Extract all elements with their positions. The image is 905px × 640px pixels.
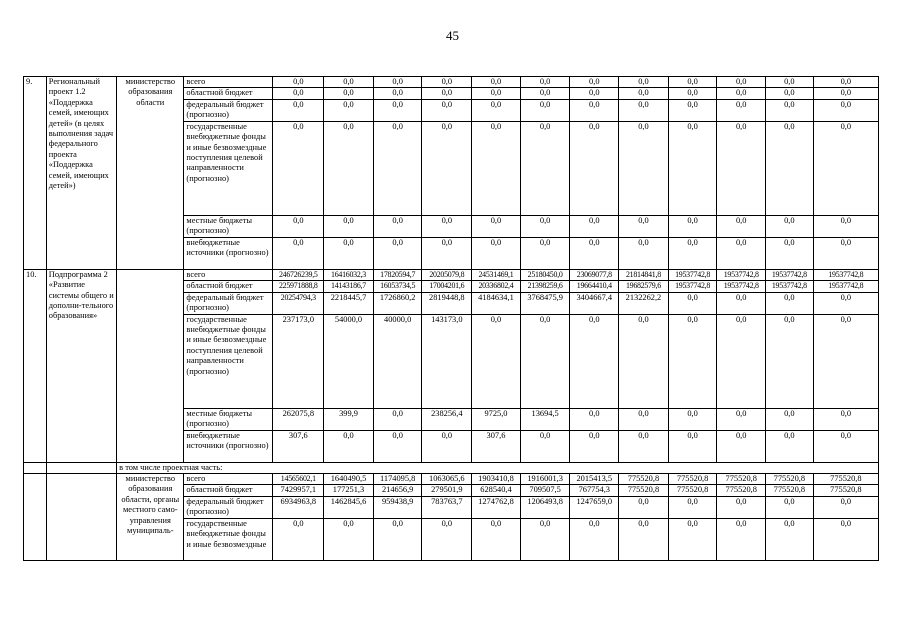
value-cell: 40000,0 — [373, 314, 422, 408]
value-cell: 775520,8 — [813, 474, 878, 485]
value-cell: 1174095,8 — [373, 474, 422, 485]
value-cell: 307,6 — [472, 430, 521, 462]
value-cell: 0,0 — [668, 215, 717, 237]
value-cell: 0,0 — [520, 237, 570, 269]
value-cell: 0,0 — [520, 77, 570, 88]
value-cell: 214656,9 — [373, 485, 422, 496]
value-cell: 775520,8 — [717, 474, 766, 485]
value-cell: 399,9 — [324, 408, 374, 430]
value-cell: 0,0 — [813, 77, 878, 88]
page-number: 45 — [446, 28, 459, 43]
value-cell: 0,0 — [324, 99, 374, 121]
value-cell: 1640490,5 — [324, 474, 374, 485]
value-cell: 0,0 — [373, 237, 422, 269]
value-cell: 0,0 — [813, 314, 878, 408]
value-cell: 1063065,6 — [422, 474, 472, 485]
value-cell: 225971888,8 — [273, 281, 324, 292]
value-cell: 0,0 — [570, 314, 619, 408]
value-cell: 1903410,8 — [472, 474, 521, 485]
value-cell: 0,0 — [766, 496, 814, 518]
value-cell: 7429957,1 — [273, 485, 324, 496]
value-cell: 13694,5 — [520, 408, 570, 430]
row-number-cell: 10. — [24, 269, 47, 462]
program-title-cell: Региональный проект 1.2 «Поддержка семей, имеющих детей» (в целях выполнения задач федерального проекта «Поддержка семей, имеющих детей») — [46, 77, 116, 270]
value-cell: 0,0 — [273, 121, 324, 215]
value-cell: 0,0 — [766, 430, 814, 462]
value-cell: 3768475,9 — [520, 292, 570, 314]
value-cell: 14143186,7 — [324, 281, 374, 292]
value-cell: 0,0 — [570, 408, 619, 430]
value-cell: 767754,3 — [570, 485, 619, 496]
value-cell: 0,0 — [520, 215, 570, 237]
funding-source-cell: внебюджетные источники (прогнозно) — [184, 430, 273, 462]
table-row — [24, 269, 879, 280]
value-cell: 0,0 — [717, 314, 766, 408]
value-cell: 0,0 — [373, 121, 422, 215]
value-cell: 0,0 — [472, 88, 521, 99]
table-body — [24, 77, 879, 561]
value-cell: 0,0 — [619, 99, 669, 121]
value-cell: 0,0 — [273, 215, 324, 237]
value-cell: 0,0 — [422, 121, 472, 215]
value-cell: 0,0 — [668, 99, 717, 121]
funding-source-cell: областной бюджет — [184, 281, 273, 292]
value-cell: 19537742,8 — [766, 269, 814, 280]
responsible-cell: министерство образования области, органы местного само-управления муниципаль- — [117, 474, 184, 561]
value-cell: 0,0 — [422, 77, 472, 88]
value-cell: 17004201,6 — [422, 281, 472, 292]
responsible-cell — [117, 269, 184, 462]
responsible-cell: министерство образования области — [117, 77, 184, 270]
value-cell: 6934963,8 — [273, 496, 324, 518]
value-cell: 0,0 — [619, 518, 669, 560]
funding-source-cell: внебюджетные источники (прогнозно) — [184, 237, 273, 269]
value-cell: 54000,0 — [324, 314, 374, 408]
value-cell: 0,0 — [570, 430, 619, 462]
funding-source-cell: федеральный бюджет (прогнозно) — [184, 99, 273, 121]
value-cell: 0,0 — [520, 430, 570, 462]
value-cell: 0,0 — [373, 99, 422, 121]
value-cell: 0,0 — [570, 88, 619, 99]
value-cell: 19537742,8 — [668, 269, 717, 280]
program-title-cell — [46, 474, 116, 561]
value-cell: 0,0 — [273, 518, 324, 560]
value-cell: 0,0 — [813, 292, 878, 314]
funding-source-cell: государственные внебюджетные фонды и иные безвозмездные поступления целевой направленности (прогнозно) — [184, 314, 273, 408]
value-cell: 0,0 — [813, 121, 878, 215]
value-cell: 9725,0 — [472, 408, 521, 430]
value-cell: 0,0 — [373, 88, 422, 99]
value-cell: 0,0 — [324, 518, 374, 560]
value-cell: 0,0 — [373, 518, 422, 560]
value-cell: 0,0 — [717, 215, 766, 237]
value-cell: 2218445,7 — [324, 292, 374, 314]
value-cell: 0,0 — [520, 518, 570, 560]
value-cell: 19537742,8 — [717, 269, 766, 280]
value-cell: 0,0 — [619, 314, 669, 408]
table-row — [24, 474, 879, 485]
value-cell: 0,0 — [717, 99, 766, 121]
value-cell: 0,0 — [813, 408, 878, 430]
value-cell: 0,0 — [766, 121, 814, 215]
value-cell: 19537742,8 — [813, 281, 878, 292]
value-cell: 0,0 — [472, 314, 521, 408]
value-cell: 20254794,3 — [273, 292, 324, 314]
value-cell: 0,0 — [619, 237, 669, 269]
value-cell: 0,0 — [668, 292, 717, 314]
value-cell: 3404667,4 — [570, 292, 619, 314]
value-cell: 0,0 — [619, 121, 669, 215]
value-cell: 0,0 — [668, 314, 717, 408]
value-cell: 775520,8 — [668, 485, 717, 496]
value-cell: 0,0 — [619, 77, 669, 88]
value-cell: 775520,8 — [766, 474, 814, 485]
value-cell: 0,0 — [717, 292, 766, 314]
value-cell: 0,0 — [668, 408, 717, 430]
value-cell: 0,0 — [422, 88, 472, 99]
funding-source-cell: областной бюджет — [184, 88, 273, 99]
value-cell: 0,0 — [324, 88, 374, 99]
value-cell: 0,0 — [570, 121, 619, 215]
value-cell: 0,0 — [717, 77, 766, 88]
value-cell: 19537742,8 — [717, 281, 766, 292]
row-number-cell — [24, 474, 47, 561]
value-cell: 0,0 — [619, 496, 669, 518]
value-cell: 0,0 — [472, 99, 521, 121]
funding-source-cell: всего — [184, 474, 273, 485]
value-cell: 0,0 — [472, 121, 521, 215]
value-cell: 307,6 — [273, 430, 324, 462]
value-cell: 775520,8 — [717, 485, 766, 496]
value-cell: 0,0 — [717, 121, 766, 215]
value-cell: 775520,8 — [619, 474, 669, 485]
value-cell: 2819448,8 — [422, 292, 472, 314]
value-cell: 0,0 — [619, 215, 669, 237]
value-cell: 2015413,5 — [570, 474, 619, 485]
value-cell: 0,0 — [668, 237, 717, 269]
value-cell: 279501,9 — [422, 485, 472, 496]
value-cell: 19537742,8 — [766, 281, 814, 292]
value-cell: 2132262,2 — [619, 292, 669, 314]
value-cell: 0,0 — [766, 518, 814, 560]
funding-source-cell: всего — [184, 269, 273, 280]
value-cell: 19537742,8 — [813, 269, 878, 280]
value-cell: 21814841,8 — [619, 269, 669, 280]
value-cell: 21398259,6 — [520, 281, 570, 292]
table-row — [24, 462, 879, 473]
value-cell: 0,0 — [813, 430, 878, 462]
value-cell: 0,0 — [766, 237, 814, 269]
value-cell: 0,0 — [570, 237, 619, 269]
value-cell: 775520,8 — [766, 485, 814, 496]
value-cell: 24531469,1 — [472, 269, 521, 280]
value-cell: 775520,8 — [619, 485, 669, 496]
value-cell: 0,0 — [668, 88, 717, 99]
value-cell: 0,0 — [472, 215, 521, 237]
value-cell: 0,0 — [766, 88, 814, 99]
value-cell: 0,0 — [668, 77, 717, 88]
value-cell: 0,0 — [273, 88, 324, 99]
value-cell: 0,0 — [668, 518, 717, 560]
value-cell: 0,0 — [324, 237, 374, 269]
value-cell: 959438,9 — [373, 496, 422, 518]
value-cell: 0,0 — [668, 430, 717, 462]
value-cell: 17820594,7 — [373, 269, 422, 280]
value-cell: 0,0 — [619, 430, 669, 462]
value-cell: 709507,5 — [520, 485, 570, 496]
value-cell: 0,0 — [813, 99, 878, 121]
value-cell: 0,0 — [619, 88, 669, 99]
row-number-cell: 9. — [24, 77, 47, 270]
value-cell: 0,0 — [813, 237, 878, 269]
value-cell: 0,0 — [717, 430, 766, 462]
table-row — [24, 77, 879, 88]
value-cell: 1726860,2 — [373, 292, 422, 314]
value-cell: 0,0 — [324, 215, 374, 237]
value-cell: 19537742,8 — [668, 281, 717, 292]
value-cell: 1247659,0 — [570, 496, 619, 518]
value-cell: 0,0 — [813, 496, 878, 518]
value-cell: 0,0 — [273, 99, 324, 121]
value-cell: 0,0 — [422, 237, 472, 269]
value-cell: 0,0 — [766, 77, 814, 88]
value-cell: 0,0 — [472, 77, 521, 88]
funding-source-cell: государственные внебюджетные фонды и иные безвозмездные поступления целевой направленности (прогнозно) — [184, 121, 273, 215]
value-cell: 0,0 — [813, 518, 878, 560]
value-cell: 143173,0 — [422, 314, 472, 408]
value-cell: 25180450,0 — [520, 269, 570, 280]
value-cell: 20205079,8 — [422, 269, 472, 280]
program-title-cell: Подпрограмма 2 «Развитие системы общего и дополни-тельного образования» — [46, 269, 116, 462]
funding-source-cell: областной бюджет — [184, 485, 273, 496]
value-cell: 246726239,5 — [273, 269, 324, 280]
value-cell: 1916001,3 — [520, 474, 570, 485]
value-cell: 0,0 — [717, 237, 766, 269]
value-cell: 0,0 — [570, 215, 619, 237]
value-cell: 19682579,6 — [619, 281, 669, 292]
value-cell: 0,0 — [668, 121, 717, 215]
value-cell: 0,0 — [324, 430, 374, 462]
value-cell: 0,0 — [813, 215, 878, 237]
value-cell: 0,0 — [472, 237, 521, 269]
value-cell: 262075,8 — [273, 408, 324, 430]
value-cell: 0,0 — [373, 77, 422, 88]
value-cell: 0,0 — [570, 518, 619, 560]
value-cell: 628540,4 — [472, 485, 521, 496]
value-cell: 1462845,6 — [324, 496, 374, 518]
value-cell: 19664410,4 — [570, 281, 619, 292]
value-cell: 0,0 — [570, 77, 619, 88]
value-cell: 237173,0 — [273, 314, 324, 408]
value-cell: 0,0 — [373, 430, 422, 462]
value-cell: 0,0 — [717, 496, 766, 518]
value-cell: 0,0 — [324, 77, 374, 88]
value-cell: 23069077,8 — [570, 269, 619, 280]
value-cell: 0,0 — [520, 121, 570, 215]
value-cell: 0,0 — [766, 292, 814, 314]
value-cell: 0,0 — [273, 77, 324, 88]
value-cell: 177251,3 — [324, 485, 374, 496]
value-cell: 0,0 — [520, 314, 570, 408]
funding-source-cell: государственные внебюджетные фонды и иные безвозмездные — [184, 518, 273, 560]
funding-source-cell: федеральный бюджет (прогнозно) — [184, 496, 273, 518]
project-part-header: в том числе проектная часть: — [117, 462, 879, 473]
value-cell: 238256,4 — [422, 408, 472, 430]
value-cell: 16416032,3 — [324, 269, 374, 280]
funding-source-cell: всего — [184, 77, 273, 88]
value-cell: 0,0 — [717, 518, 766, 560]
funding-source-cell: местные бюджеты (прогнозно) — [184, 408, 273, 430]
value-cell: 0,0 — [766, 408, 814, 430]
value-cell: 0,0 — [472, 518, 521, 560]
value-cell: 14565602,1 — [273, 474, 324, 485]
value-cell: 783763,7 — [422, 496, 472, 518]
value-cell: 0,0 — [422, 99, 472, 121]
value-cell: 775520,8 — [668, 474, 717, 485]
value-cell: 0,0 — [520, 99, 570, 121]
value-cell: 0,0 — [668, 496, 717, 518]
value-cell: 775520,8 — [813, 485, 878, 496]
value-cell: 0,0 — [373, 408, 422, 430]
funding-source-cell: федеральный бюджет (прогнозно) — [184, 292, 273, 314]
value-cell: 0,0 — [373, 215, 422, 237]
value-cell: 1206493,8 — [520, 496, 570, 518]
value-cell: 0,0 — [324, 121, 374, 215]
value-cell: 20336802,4 — [472, 281, 521, 292]
row-number-cell — [24, 462, 47, 473]
value-cell: 4184634,1 — [472, 292, 521, 314]
program-title-cell — [46, 462, 116, 473]
value-cell: 0,0 — [273, 237, 324, 269]
value-cell: 0,0 — [813, 88, 878, 99]
value-cell: 0,0 — [520, 88, 570, 99]
value-cell: 0,0 — [766, 314, 814, 408]
budget-table — [23, 76, 879, 561]
value-cell: 0,0 — [717, 408, 766, 430]
value-cell: 0,0 — [570, 99, 619, 121]
funding-source-cell: местные бюджеты (прогнозно) — [184, 215, 273, 237]
value-cell: 16053734,5 — [373, 281, 422, 292]
value-cell: 0,0 — [766, 215, 814, 237]
value-cell: 0,0 — [619, 408, 669, 430]
value-cell: 0,0 — [422, 430, 472, 462]
value-cell: 0,0 — [422, 518, 472, 560]
value-cell: 0,0 — [422, 215, 472, 237]
value-cell: 0,0 — [717, 88, 766, 99]
value-cell: 1274762,8 — [472, 496, 521, 518]
value-cell: 0,0 — [766, 99, 814, 121]
